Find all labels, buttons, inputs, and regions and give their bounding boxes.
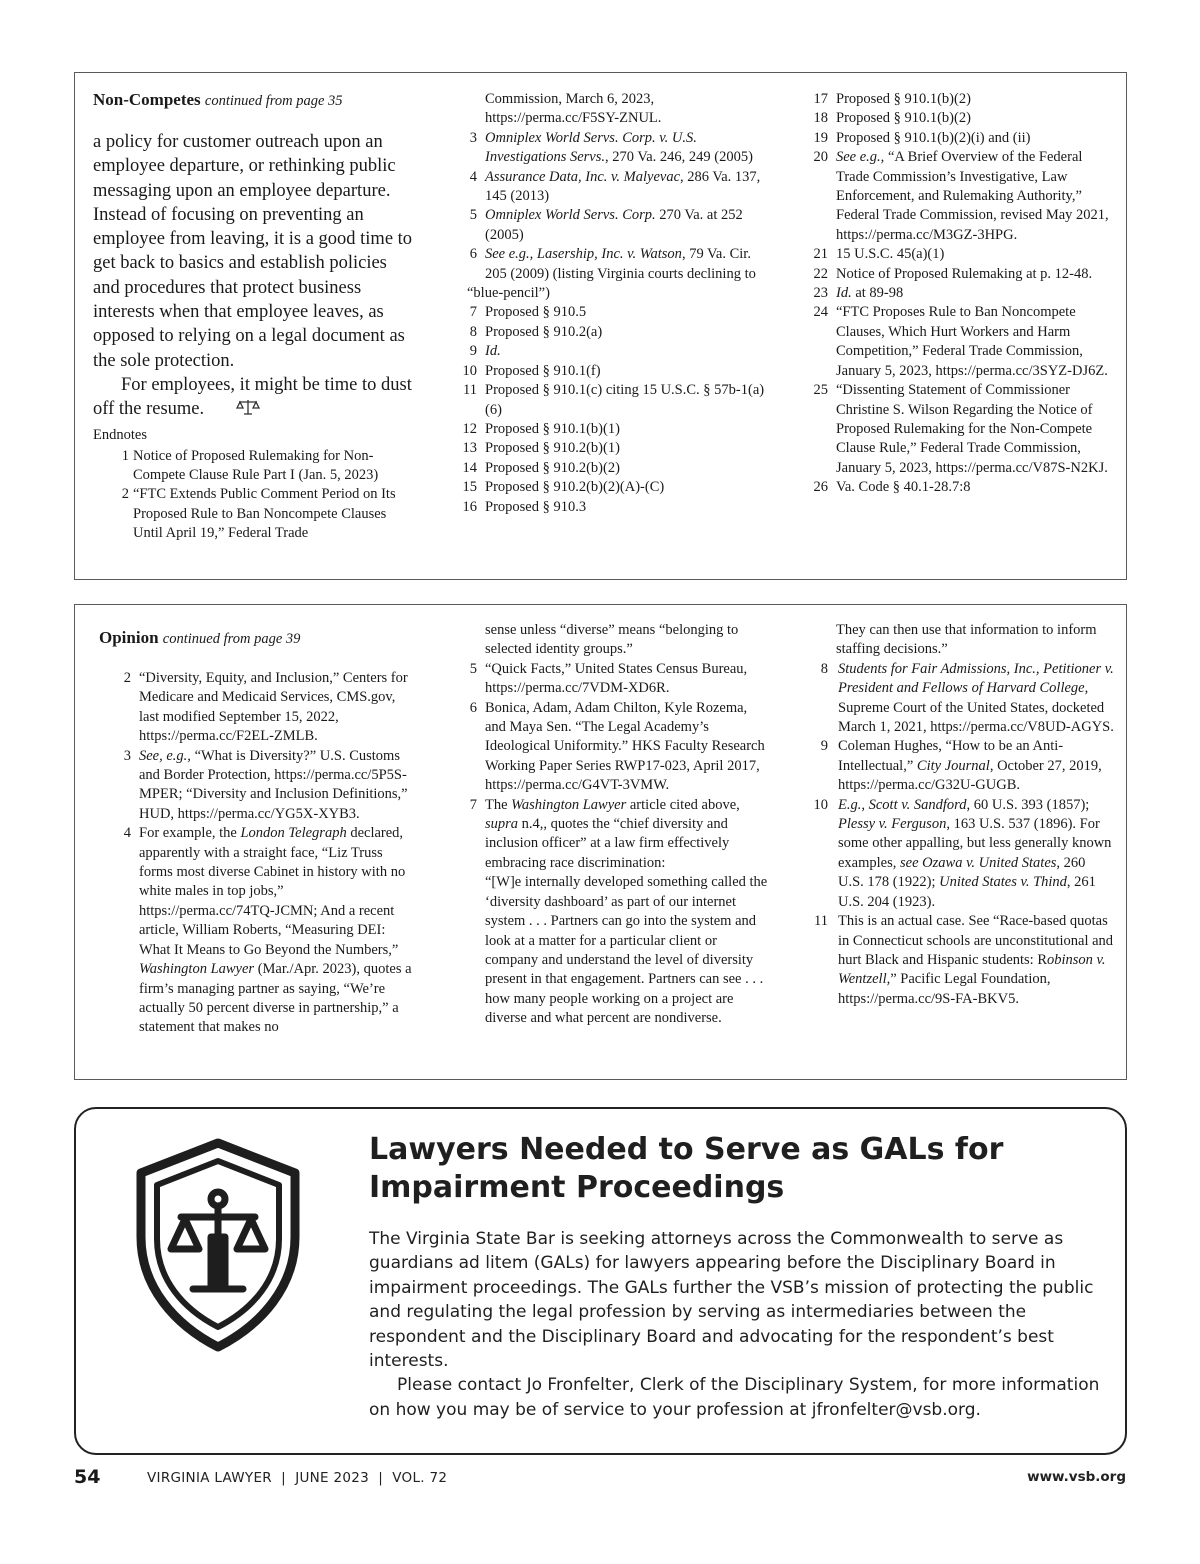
endnotes-list — [810, 621, 1114, 1009]
page-number: 54 — [74, 1466, 101, 1488]
endnote-text: 270 Va. at 252 (2005) — [485, 207, 743, 243]
signal-word: Id. — [836, 285, 852, 302]
scales-of-justice-icon — [208, 398, 260, 423]
endnote — [810, 245, 1110, 264]
endnote-text: 15 U.S.C. 45(a)(1) — [836, 246, 945, 263]
endnote-text: , 79 Va. Cir. 205 (2009) (listing Virginia courts declining to — [485, 246, 756, 282]
endnote — [810, 796, 1114, 912]
case-name: Omniplex World Servs. Corp. v. U.S. Investigations Servs. — [485, 129, 697, 166]
endnote-text: Va. Code § 40.1-28.7:8 — [836, 479, 971, 496]
endnote — [810, 90, 1110, 109]
endnote-text: The — [485, 796, 512, 813]
endnote — [459, 168, 769, 207]
endnote-text: Proposed § 910.1(b)(1) — [485, 420, 620, 437]
gal-body — [369, 1227, 1109, 1422]
endnote — [459, 699, 771, 796]
endnote-text: “FTC Proposes Rule to Ban Noncompete Clauses, Which Hurt Workers and Harm Competition,” Federal Trade Commission, January 5, 2023, https://perma.cc/3SYZ-DJ6Z. — [836, 304, 1108, 379]
endnote-text: , 270 Va. 246, 249 (2005) — [605, 149, 753, 166]
endnote-text: , 261 U.S. 204 (1923). — [838, 874, 1096, 910]
endnote-text: ” Pacific Legal Foundation, https://perma.cc/9S-FA-BKV5. — [838, 971, 1051, 1007]
signal-word: See, e.g., — [139, 747, 191, 764]
signal-word: supra — [485, 816, 519, 833]
endnote-number: 7 — [469, 796, 477, 813]
endnote-number: 21 — [813, 246, 828, 263]
opinion-heading — [99, 627, 417, 650]
endnote-text: Proposed § 910.2(b)(1) — [485, 440, 620, 457]
endnote-text: Proposed § 910.1(b)(2) — [836, 110, 971, 127]
endnote-text: Proposed § 910.1(b)(2)(i) and (ii) — [836, 129, 1031, 146]
endnote — [810, 478, 1110, 497]
endnotes-label: Endnotes — [93, 426, 147, 443]
endnote-number: 11 — [814, 913, 828, 930]
opinion-column-3 — [810, 621, 1114, 1009]
endnote-text: “Dissenting Statement of Commissioner Christine S. Wilson Regarding the Notice of Proposed Rulemaking for the Non-Compete Clause Rule,” Federal Trade Commission, January 5, 2023, https://perma.cc/V87S-N2KJ. — [836, 382, 1108, 476]
endnote — [459, 381, 769, 420]
endnote — [810, 265, 1110, 284]
endnote — [459, 420, 769, 439]
endnote-number: 23 — [813, 285, 828, 302]
endnote — [113, 669, 417, 747]
endnote — [459, 498, 769, 517]
gal-title: Lawyers Needed to Serve as GALs for Impairment Proceedings — [369, 1132, 1004, 1205]
endnote-text: Proposed § 910.1(f) — [485, 362, 601, 379]
gal-announcement-box — [74, 1107, 1127, 1455]
endnote-text: Proposed § 910.2(b)(2) — [485, 459, 620, 476]
endnote-text: Proposed § 910.2(b)(2)(A)-(C) — [485, 479, 665, 496]
page-footer — [0, 1466, 1200, 1496]
endnote-number: 1 — [121, 447, 129, 464]
endnote-number: 2 — [123, 670, 131, 686]
section-title: Non-Competes — [93, 90, 201, 109]
endnote-text: , October 27, 2019, https://perma.cc/G32U-GUGB. — [838, 757, 1102, 794]
endnote-number: 8 — [469, 323, 477, 340]
shield-scales-icon — [133, 1137, 303, 1358]
endnote-number: 6 — [469, 699, 477, 716]
endnote-number: 16 — [462, 498, 477, 515]
endnotes-list — [113, 669, 417, 1038]
endnote-text: Supreme Court of the United States, docketed March 1, 2021, https://perma.cc/V8UD-AGYS. — [838, 699, 1114, 736]
endnote — [459, 245, 769, 284]
continued-label: continued from page 39 — [162, 631, 301, 647]
endnote-number: 3 — [123, 747, 131, 764]
section-title: Opinion — [99, 628, 159, 647]
endnote-text: , 286 Va. 137, 145 (2013) — [485, 168, 761, 205]
body-paragraph-text: For employees, it might be time to dust off the resume. — [93, 374, 412, 420]
endnote-number: 15 — [462, 479, 477, 496]
endnote-number: 9 — [820, 738, 828, 755]
case-name: Omniplex World Servs. Corp. — [485, 207, 656, 224]
case-name: See e.g., Lasership, Inc. v. Watson — [485, 246, 682, 263]
endnote-number: 11 — [463, 382, 477, 399]
case-name: E.g., Scott v. Sandford — [838, 796, 967, 813]
endnotes-list — [459, 90, 769, 517]
endnote-text: n.4,, quotes the “chief diversity and inclusion officer” at a law firm effectively embracing race discrimination: — [485, 816, 730, 871]
endnote-text: “FTC Extends Public Comment Period on Its Proposed Rule to Ban Noncompete Clauses Until April 19,” Federal Trade — [133, 486, 396, 542]
publication-name: London Telegraph — [240, 825, 347, 842]
signal-word: See e.g., — [836, 149, 885, 166]
endnote — [459, 129, 769, 168]
endnote-number: 4 — [123, 825, 131, 842]
endnote-text: This is an actual case. See “Race-based quotas in Connecticut schools are unconstitutional and hurt Black and Hispanic students: R — [838, 913, 1114, 968]
case-name: obinson v. Wentzell, — [838, 951, 1106, 988]
endnote-number: 18 — [813, 110, 828, 127]
endnote-text: declared, apparently with a straight face, “Liz Truss forms most diverse Cabinet in history with no white males in top jobs,” https://perma.cc/74TQ-JCMN; And a recent article, William Roberts, “Measuring DEI: What It Means to Go Beyond the Numbers,” — [139, 825, 406, 958]
endnote-number: 19 — [813, 129, 828, 146]
endnote-text: “A Brief Overview of the Federal Trade Commission’s Investigative, Law Enforcement, and Rulemaking Authority,” Federal Trade Commission, revised May 2021, https://perma.cc/M3GZ-3HPG. — [836, 149, 1109, 243]
endnote-text: (Mar./Apr. 2023), quotes a firm’s managing partner as saying, “We’re actually 50 percent diverse in partnership,” a statement that makes no — [139, 961, 412, 1036]
endnote — [459, 796, 771, 874]
endnote — [113, 747, 417, 825]
endnote-text: Proposed § 910.1(c) citing 15 U.S.C. § 57b-1(a)(6) — [485, 382, 765, 418]
endnote-number: 12 — [462, 420, 477, 437]
endnote-text: Bonica, Adam, Adam Chilton, Kyle Rozema, and Maya Sen. “The Legal Academy’s Ideological Uniformity.” HKS Faculty Research Working Paper Series RWP17-023, April 2017, https://perma.cc/G4VT-3VMW. — [485, 699, 765, 794]
case-name: United States v. Thind — [939, 874, 1067, 891]
continued-label: continued from page 35 — [204, 93, 343, 109]
endnote-number: 7 — [469, 304, 477, 321]
endnote — [810, 129, 1110, 148]
opinion-column-2 — [459, 621, 771, 1029]
endnote — [111, 447, 415, 486]
endnote-number: 3 — [469, 129, 477, 146]
noncompetes-heading — [93, 89, 415, 112]
endnotes-list — [810, 90, 1110, 498]
endnote-number: 17 — [813, 91, 828, 107]
endnote — [810, 109, 1110, 128]
endnote-text: Proposed § 910.5 — [485, 304, 587, 321]
noncompetes-column-1 — [93, 89, 415, 544]
endnote — [459, 439, 769, 458]
endnote-text: , 260 U.S. 178 (1922); — [838, 854, 1086, 891]
gal-paragraph: The Virginia State Bar is seeking attorneys across the Commonwealth to serve as guardians ad litem (GALs) for lawyers appearing before the Disciplinary Board in impairment proceedings. The GALs further the VSB’s mission of protecting the public and regulating the legal profession by serving as intermediaries between the respondent and the Disciplinary Board and advocating for the respondent’s best interests. — [369, 1229, 1094, 1372]
endnote-text: Proposed § 910.3 — [485, 498, 587, 515]
case-name: Plessy v. Ferguson — [838, 816, 947, 833]
endnote-number: 9 — [469, 343, 477, 360]
noncompetes-endnotes-box — [74, 72, 1127, 580]
publication-name: Washington Lawyer — [511, 796, 627, 813]
endnote — [459, 323, 769, 342]
website-link[interactable]: www.vsb.org — [1027, 1469, 1126, 1485]
endnote — [810, 912, 1114, 1009]
endnote-text: at 89-98 — [851, 285, 904, 302]
endnote — [459, 362, 769, 381]
endnotes-list — [459, 621, 771, 1029]
endnote-number: 24 — [813, 304, 828, 321]
endnote — [459, 342, 769, 361]
endnote-text: For example, the — [139, 825, 241, 842]
endnote — [810, 660, 1114, 738]
endnote-number: 5 — [469, 207, 477, 224]
endnote-number: 4 — [469, 168, 477, 185]
opinion-column-1 — [99, 627, 417, 1038]
endnote-text: , 60 U.S. 393 (1857); — [966, 796, 1090, 813]
endnote — [810, 737, 1114, 795]
endnote-text: Notice of Proposed Rulemaking at p. 12-48. — [836, 265, 1093, 282]
publication-name: City Journal — [916, 757, 990, 774]
endnote-number: 14 — [462, 459, 477, 476]
endnote-number: 8 — [820, 660, 828, 677]
endnote — [810, 303, 1110, 381]
endnote-text: “Diversity, Equity, and Inclusion,” Centers for Medicare and Medicaid Services, CMS.gov, last modified September 15, 2022, https://perma.cc/F2EL-ZMLB. — [139, 670, 408, 745]
endnote-text: Id. — [485, 343, 501, 360]
endnote-number: 10 — [462, 362, 477, 379]
endnote-continuation: Commission, March 6, 2023, https://perma.cc/F5SY-ZNUL. — [485, 91, 662, 127]
endnote-continuation: They can then use that information to inform staffing decisions.” — [836, 622, 1097, 658]
endnote — [810, 381, 1110, 478]
endnote-number: 26 — [813, 479, 828, 496]
noncompetes-column-2 — [459, 90, 769, 517]
case-name: Assurance Data, Inc. v. Malyevac — [485, 168, 681, 185]
endnote-quote: “[W]e internally developed something called the ‘diversity dashboard’ as part of our internet system . . . Partners can go into the system and look at a matter for a particular client or company and understand the level of diversity present in that engagement. Partners can see . . . how many people working on a project are diverse and what percent are nondiverse. — [485, 874, 768, 1027]
endnote — [459, 459, 769, 478]
body-paragraph — [93, 373, 415, 424]
endnote — [111, 485, 415, 543]
endnote — [810, 284, 1110, 303]
endnote-text: Notice of Proposed Rulemaking for Non-Compete Clause Rule Part I (Jan. 5, 2023) — [133, 447, 379, 483]
case-name: see Ozawa v. United States — [900, 854, 1057, 871]
endnote-number: 2 — [121, 486, 129, 503]
endnote-text: article cited above, — [626, 796, 740, 813]
publication-info: VIRGINIA LAWYER | JUNE 2023 | VOL. 72 — [147, 1470, 448, 1486]
endnote-number: 6 — [469, 246, 477, 263]
opinion-endnotes-box — [74, 604, 1127, 1080]
endnote-text: Coleman Hughes, “How to be an Anti-Intellectual,” — [838, 738, 1064, 774]
endnote — [459, 303, 769, 322]
endnote-number: 5 — [469, 660, 477, 677]
endnote — [113, 824, 417, 1037]
noncompetes-body — [93, 130, 415, 424]
endnotes-list — [111, 447, 415, 544]
endnote-text: “What is Diversity?” U.S. Customs and Border Protection, https://perma.cc/5P5S-MPER; “Diversity and Inclusion Definitions,” HUD, https://perma.cc/YG5X-XYB3. — [139, 747, 408, 822]
publication-name: Washington Lawyer — [139, 961, 255, 978]
endnote-number: 25 — [813, 382, 828, 399]
endnote-text: Proposed § 910.2(a) — [485, 323, 603, 340]
endnote-text: Proposed § 910.1(b)(2) — [836, 91, 971, 107]
endnote-text: “Quick Facts,” United States Census Bureau, https://perma.cc/7VDM-XD6R. — [485, 660, 748, 697]
gal-contact-paragraph: Please contact Jo Fronfelter, Clerk of the Disciplinary System, for more information on how you may be of service to your profession at jfronfelter@vsb.org. — [369, 1375, 1100, 1420]
endnote-number: 20 — [813, 149, 828, 166]
endnote — [459, 478, 769, 497]
endnote-continuation: sense unless “diverse” means “belonging to selected identity groups.” — [485, 622, 739, 658]
endnote-number: 13 — [462, 440, 477, 457]
case-name: Students for Fair Admissions, Inc., Petitioner v. President and Fellows of Harvard College, — [838, 660, 1114, 697]
endnote-number: 22 — [813, 265, 828, 282]
endnote — [459, 206, 769, 245]
body-paragraph: a policy for customer outreach upon an employee departure, or rethinking public messaging upon an employee departure. Instead of focusing on preventing an employee from leaving, it is a good time to get back to basics and establish policies and procedures that protect business interests when that employee leaves, as opposed to relying on a legal document as the sole protection. — [93, 132, 413, 371]
noncompetes-column-3 — [810, 90, 1110, 498]
endnote — [810, 148, 1110, 245]
endnote — [459, 660, 771, 699]
endnote-text: , 163 U.S. 537 (1896). For some other appalling, but less generally known examples, — [838, 816, 1112, 871]
endnote-number: 10 — [813, 796, 828, 813]
endnote-continuation: “blue-pencil”) — [467, 285, 550, 302]
